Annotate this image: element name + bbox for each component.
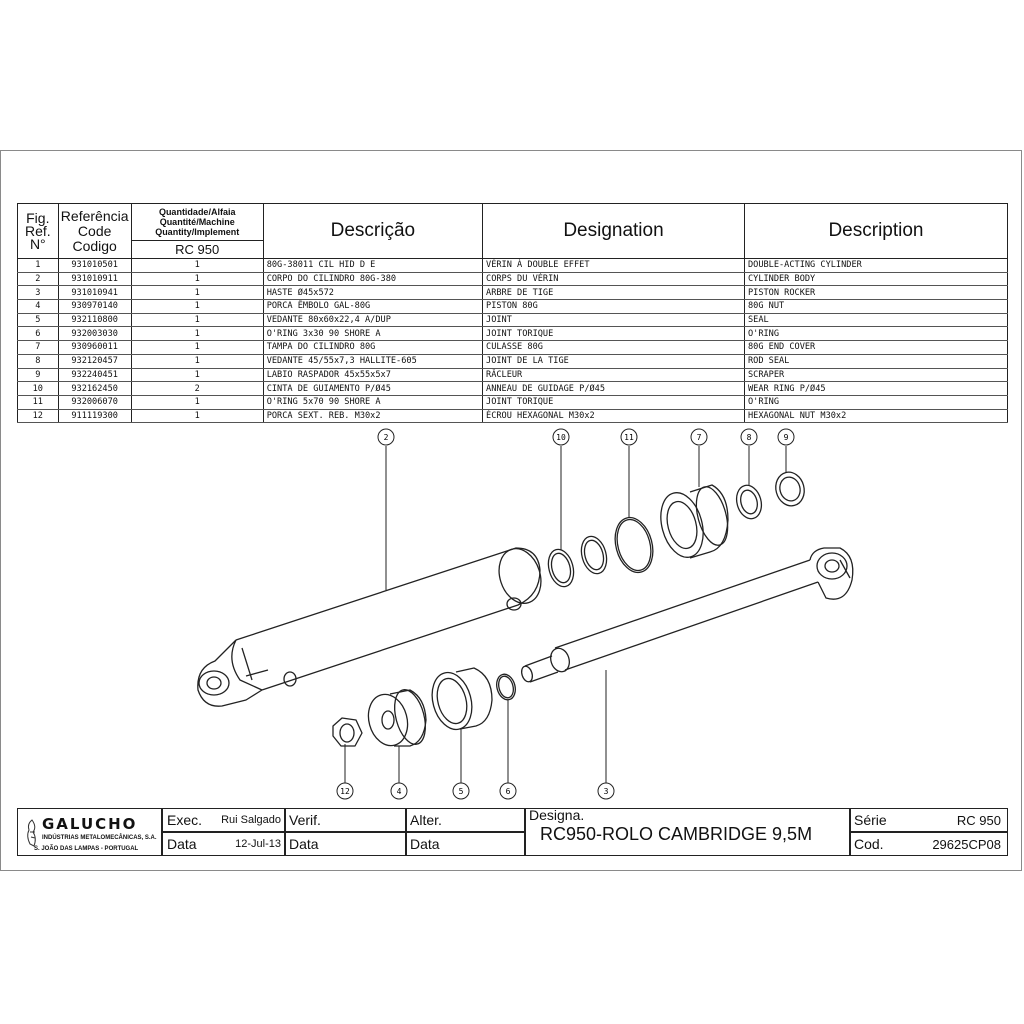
row-designation: JOINT [483, 313, 745, 327]
row-description: SEAL [744, 313, 1007, 327]
row-description: CYLINDER BODY [744, 272, 1007, 286]
alter-date-cell [406, 832, 525, 856]
row-description: PISTON ROCKER [744, 286, 1007, 300]
callout-12 [337, 783, 353, 799]
header-qty-line2: Quantité/Machine [159, 217, 235, 227]
row-quantity: 1 [131, 272, 263, 286]
title-block [17, 808, 1008, 856]
rod-seal [733, 482, 765, 521]
callout-label: 6 [505, 787, 511, 796]
company-subtitle-2: S. JOÃO DAS LAMPAS - PORTUGAL [34, 846, 139, 852]
logo-cell [17, 808, 162, 856]
company-logo-icon [24, 818, 40, 848]
exploded-view-drawing [0, 423, 1024, 808]
table-row [18, 259, 1008, 273]
callout-8 [741, 429, 757, 445]
callout-7 [691, 429, 707, 445]
row-quantity: 1 [131, 327, 263, 341]
row-number: 1 [18, 259, 59, 273]
row-number: 6 [18, 327, 59, 341]
header-machine: RC 950 [175, 242, 220, 257]
row-code: 931010501 [58, 259, 131, 273]
table-row [18, 286, 1008, 300]
header-reference [58, 204, 131, 259]
row-description: SCRAPER [744, 368, 1007, 382]
callout-label: 4 [396, 787, 402, 796]
callout-label: 7 [696, 433, 702, 442]
callout-9 [778, 429, 794, 445]
row-code: 930970140 [58, 300, 131, 314]
row-number: 3 [18, 286, 59, 300]
row-descricao: PORCA SEXT. REB. M30x2 [263, 409, 482, 423]
header-qty-line1: Quantidade/Alfaia [158, 207, 236, 217]
row-descricao: VEDANTE 45/55x7,3 HALLITE-605 [263, 354, 482, 368]
row-description: O'RING [744, 327, 1007, 341]
exec-date-label: Data [167, 836, 197, 852]
row-descricao: VEDANTE 80x60x22,4 A/DUP [263, 313, 482, 327]
row-description: O'RING [744, 395, 1007, 409]
row-description: WEAR RING P/Ø45 [744, 382, 1007, 396]
row-descricao: CORPO DO CILINDRO 80G-380 [263, 272, 482, 286]
o-ring-small-inner [496, 675, 515, 700]
row-description: ROD SEAL [744, 354, 1007, 368]
row-quantity: 1 [131, 409, 263, 423]
row-number: 9 [18, 368, 59, 382]
row-code: 932110800 [58, 313, 131, 327]
row-description: 80G NUT [744, 300, 1007, 314]
row-descricao: TAMPA DO CILINDRO 80G [263, 341, 482, 355]
row-number: 10 [18, 382, 59, 396]
callout-label: 10 [556, 433, 566, 442]
row-descricao: O'RING 5x70 90 SHORE A [263, 395, 482, 409]
table-row [18, 409, 1008, 423]
callout-3 [598, 783, 614, 799]
alter-label: Alter. [410, 812, 442, 828]
callout-5 [453, 783, 469, 799]
row-descricao: 80G-38011 CIL HID D E [263, 259, 482, 273]
row-quantity: 1 [131, 354, 263, 368]
row-code: 932120457 [58, 354, 131, 368]
header-ref-pt2: Codigo [72, 237, 117, 254]
row-designation: JOINT DE LA TIGE [483, 354, 745, 368]
designa-label: Designa. [529, 807, 585, 823]
verif-date-cell [285, 832, 406, 856]
row-code: 931010911 [58, 272, 131, 286]
table-row [18, 354, 1008, 368]
callout-label: 2 [383, 433, 389, 442]
header-fig [18, 204, 59, 259]
callout-label: 5 [458, 787, 464, 796]
table-row [18, 313, 1008, 327]
verif-date-label: Data [289, 836, 319, 852]
table-row [18, 368, 1008, 382]
wear-ring-2-inner [581, 538, 606, 572]
header-descricao: Descrição [263, 204, 482, 259]
row-descricao: LABIO RASPADOR 45x55x5x7 [263, 368, 482, 382]
row-descricao: HASTE Ø45x572 [263, 286, 482, 300]
header-description: Description [744, 204, 1007, 259]
row-code: 930960011 [58, 341, 131, 355]
wear-ring-1-inner [548, 551, 573, 585]
callout-label: 3 [603, 787, 609, 796]
row-number: 8 [18, 354, 59, 368]
row-designation: VÉRIN À DOUBLE EFFET [483, 259, 745, 273]
end-cover [654, 483, 733, 562]
callout-4 [391, 783, 407, 799]
row-code: 911119300 [58, 409, 131, 423]
scraper [772, 469, 808, 509]
row-quantity: 1 [131, 313, 263, 327]
table-row [18, 341, 1008, 355]
header-qty-line3: Quantity/Implement [155, 227, 240, 237]
wear-ring-1 [544, 547, 577, 590]
callout-2 [378, 429, 394, 445]
o-ring-large [609, 513, 658, 576]
row-description: HEXAGONAL NUT M30x2 [744, 409, 1007, 423]
scraper-inner [777, 475, 803, 503]
alter-date-label: Data [410, 836, 440, 852]
exec-date-value: 12-Jul-13 [235, 838, 281, 850]
row-descricao: CINTA DE GUIAMENTO P/Ø45 [263, 382, 482, 396]
exec-value: Rui Salgado [221, 814, 281, 826]
table-row [18, 300, 1008, 314]
callout-10 [553, 429, 569, 445]
cylinder-body [198, 543, 548, 706]
row-description: DOUBLE-ACTING CYLINDER [744, 259, 1007, 273]
header-ref-pt: Referência [60, 207, 129, 224]
row-quantity: 1 [131, 395, 263, 409]
row-designation: RÂCLEUR [483, 368, 745, 382]
row-designation: CORPS DU VÉRIN [483, 272, 745, 286]
row-quantity: 1 [131, 341, 263, 355]
row-code: 932003030 [58, 327, 131, 341]
cod-label: Cod. [854, 836, 884, 852]
alter-cell [406, 808, 525, 832]
wear-ring-2 [577, 534, 610, 577]
row-quantity: 1 [131, 368, 263, 382]
row-quantity: 1 [131, 300, 263, 314]
verif-cell [285, 808, 406, 832]
row-number: 12 [18, 409, 59, 423]
exec-cell [162, 808, 285, 832]
exec-label: Exec. [167, 812, 203, 828]
row-number: 11 [18, 395, 59, 409]
parts-table [17, 203, 1008, 423]
callout-11 [621, 429, 637, 445]
verif-label: Verif. [289, 812, 321, 828]
row-quantity: 1 [131, 259, 263, 273]
company-subtitle-1: INDÚSTRIAS METALOMECÂNICAS, S.A. [42, 835, 157, 841]
row-descricao: O'RING 3x30 90 SHORE A [263, 327, 482, 341]
designa-value: RC950-ROLO CAMBRIDGE 9,5M [540, 824, 813, 844]
row-number: 4 [18, 300, 59, 314]
row-description: 80G END COVER [744, 341, 1007, 355]
row-designation: CULASSE 80G [483, 341, 745, 355]
row-number: 5 [18, 313, 59, 327]
company-name: GALUCHO [42, 815, 138, 833]
header-ref-en: Code [77, 222, 112, 239]
row-designation: PISTON 80G [483, 300, 745, 314]
row-quantity: 2 [131, 382, 263, 396]
cod-cell [850, 832, 1008, 856]
callout-label: 12 [340, 787, 350, 796]
exec-date-cell [162, 832, 285, 856]
hex-nut [333, 718, 362, 746]
serie-label: Série [854, 812, 887, 828]
table-row [18, 327, 1008, 341]
row-descricao: PORCA ÊMBOLO GAL-80G [263, 300, 482, 314]
row-quantity: 1 [131, 286, 263, 300]
designa-cell [525, 808, 850, 856]
callout-label: 11 [624, 433, 634, 442]
rod-seal-inner [738, 488, 760, 515]
row-designation: ÉCROU HEXAGONAL M30x2 [483, 409, 745, 423]
row-designation: ARBRE DE TIGE [483, 286, 745, 300]
row-code: 932162450 [58, 382, 131, 396]
table-row [18, 395, 1008, 409]
callout-label: 9 [783, 433, 789, 442]
header-designation: Designation [483, 204, 745, 259]
row-code: 932006070 [58, 395, 131, 409]
row-code: 931010941 [58, 286, 131, 300]
serie-value: RC 950 [956, 813, 1001, 828]
piston-seal [426, 668, 492, 734]
row-designation: JOINT TORIQUE [483, 327, 745, 341]
piston [363, 686, 431, 750]
header-quantity [131, 204, 263, 259]
row-number: 7 [18, 341, 59, 355]
table-row [18, 382, 1008, 396]
header-fig-text: Fig. Ref. N° [24, 209, 51, 252]
row-code: 932240451 [58, 368, 131, 382]
leader-lines [345, 446, 786, 783]
row-designation: JOINT TORIQUE [483, 395, 745, 409]
row-designation: ANNEAU DE GUIDAGE P/Ø45 [483, 382, 745, 396]
callout-label: 8 [746, 433, 752, 442]
callout-6 [500, 783, 516, 799]
cod-value: 29625CP08 [932, 837, 1001, 852]
serie-cell [850, 808, 1008, 832]
row-number: 2 [18, 272, 59, 286]
table-row [18, 272, 1008, 286]
